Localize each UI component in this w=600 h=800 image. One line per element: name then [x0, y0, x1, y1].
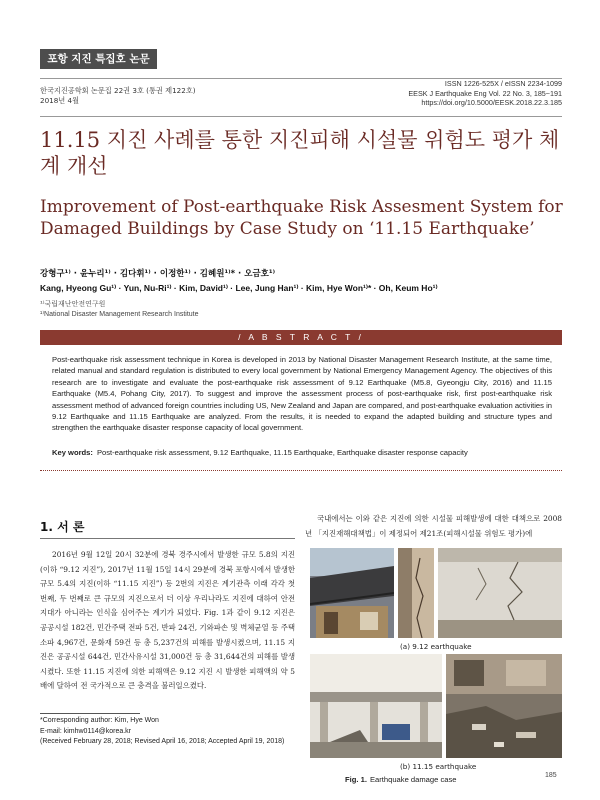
abstract-body: Post-earthquake risk assessment technique in Korea is developed in 2013 by National Disaster Management Research Institute, at the same time, related manual and standard regulation is distributed to every local government by National Emergency Management Agency. The objectives of this research are to investigate and evaluate the post-earthquake risk assessment of 9.12 Earthquake (M5.8, Gyeongju City, 2016) and 11.15 Earthquake (M5.4, Pohang City, 2017). To suggest and improve the assessment process of post-earthquake risk, first post-earthquake risk assessment method of advanced foreign countries including US, New Zealand and Japan are compared, and post-earthquake evaluation activities in 9.12 Earthquake and 11.15 Earthquake are analyzed. From the results, it is needed to expand the adapted building and structure types and strengthen the earthquake disaster response capacity of local government. — [52, 355, 552, 433]
keywords-label: Key words: — [52, 448, 93, 457]
photo-traditional-house-damage — [310, 548, 394, 638]
keywords-divider — [40, 470, 562, 471]
authors-korean: 강형구¹⁾ · 윤누리¹⁾ · 김다휘¹⁾ · 이정한¹⁾ · 김혜원¹⁾* · 오금호¹⁾ — [40, 269, 276, 279]
title-korean: 11.15 지진 사례를 통한 지진피해 시설물 위험도 평가 체계 개선 — [40, 128, 560, 178]
page-number: 185 — [545, 772, 557, 779]
photo-cracked-interior-wall — [438, 548, 562, 638]
authors-english: Kang, Hyeong Gu¹⁾ · Yun, Nu-Ri¹⁾ · Kim, David¹⁾ · Lee, Jung Han¹⁾ · Kim, Hye Won¹⁾* · Oh, Keum Ho¹⁾ — [40, 283, 438, 293]
abstract-header: / A B S T R A C T / — [40, 330, 562, 345]
figure-caption — [345, 775, 457, 784]
received-dates: (Received February 28, 2018; Revised April 16, 2018; Accepted April 19, 2018) — [40, 738, 285, 746]
doi-link[interactable]: https://doi.org/10.5000/EESK.2018.22.3.185 — [421, 98, 562, 107]
journal-volume-ko: 한국지진공학회 논문집 22권 3호 (통권 제122호) — [40, 86, 196, 95]
body-text-left-column: 2016년 9월 12일 20시 32분에 경북 경주시에서 발생한 규모 5.8의 지진(이하 “9.12 지진”), 2017년 11월 15일 14시 29분에 경북 포항시에서 발생한 규모 5.4의 지진(이하 “11.15 지진”) 등 2번의 지진은 계기관측 이래 각각 첫 번째, 두 번째로 큰 규모의 지진으로서 더 이상 우리나라도 지진에 대하여 안전지대가 아니라는 인식을 심어주는 계기가 되었다. Fig. 1과 같이 9.12 지진은 공공시설 182건, 민간주택 전파 5건, 반파 24건, 기와파손 및 벽체균열 등 주택소파 4,967건, 문화재 59건 등 총 5,237건의 피해를 발생시켰으며, 11.15 지진은 공공시설 644건, 민간사유시설 31,000건 등 총 31,644건의 피해를 발생시켰다. 또한 11.15 지진에 의한 피해액은 9.12 지진 시 발생한 피해액의 약 5배에 달하여 전 국가적으로 큰 충격을 불러일으켰다. — [40, 550, 295, 691]
keywords — [52, 448, 552, 457]
special-issue-label: 포항 지진 특집호 논문 — [40, 49, 157, 69]
keywords-list: Post-earthquake risk assessment, 9.12 Earthquake, 11.15 Earthquake, Earthquake disaster response capacity — [96, 448, 468, 457]
header-rule-bottom — [40, 116, 562, 117]
footnote-rule — [40, 713, 140, 714]
issn-line: ISSN 1226-525X / eISSN 2234-1099 — [444, 79, 562, 88]
photo-collapsed-pilotis-building — [310, 654, 442, 758]
photo-fallen-facade-debris — [446, 654, 562, 758]
figure-label: Fig. 1. — [345, 775, 367, 784]
footnote — [40, 716, 300, 748]
affiliation-english: ¹⁾National Disaster Management Research Institute — [40, 311, 199, 318]
corresponding-author: *Corresponding author: Kim, Hye Won — [40, 717, 159, 724]
author-email[interactable]: E-mail: kimhw0114@korea.kr — [40, 727, 132, 735]
photo-cracked-wall-corner — [398, 548, 434, 638]
figure-caption-a: (a) 9.12 earthquake — [400, 642, 472, 651]
journal-meta-left — [40, 86, 196, 105]
title-english: Improvement of Post-earthquake Risk Assesment System for Damaged Buildings by Case Study on ‘11.15 Earthquake’ — [40, 197, 563, 239]
affiliation-korean: ¹⁾국립재난안전연구원 — [40, 300, 106, 308]
body-text-right-column: 국내에서는 이와 같은 지진에 의한 시설물 피해발생에 대한 대책으로 2008년 「지진재해대책법」이 제정되어 제21조(피해시설물 위험도 평가)에 — [305, 514, 562, 538]
figure-caption-text: Earthquake damage case — [369, 775, 457, 784]
figure-caption-b: (b) 11.15 earthquake — [400, 762, 477, 771]
section-heading-rule — [40, 538, 295, 539]
journal-date-ko: 2018년 4월 — [40, 95, 80, 105]
journal-meta-right — [330, 79, 562, 108]
section-heading-introduction: 1. 서 론 — [40, 520, 85, 534]
journal-citation-line: EESK J Earthquake Eng Vol. 22 No. 3, 185~191 — [408, 88, 562, 98]
